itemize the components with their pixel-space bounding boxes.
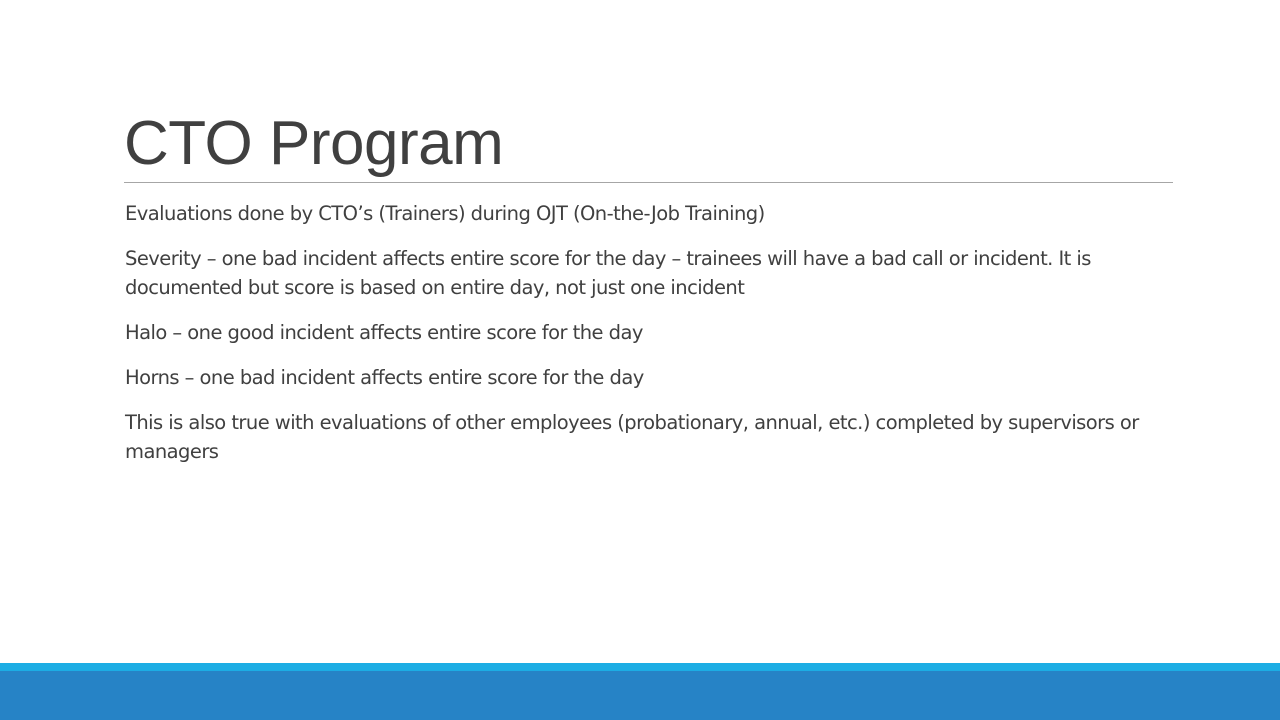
title-divider — [124, 182, 1173, 183]
footer-accent-stripe — [0, 663, 1280, 671]
footer-bar — [0, 671, 1280, 720]
paragraph-other-evaluations: This is also true with evaluations of other employees (probationary, annual, etc.) completed by supervisors or managers — [125, 411, 1139, 463]
paragraph-severity: Severity – one bad incident affects entire score for the day – trainees will have a bad call or incident. It is documented but score is based on entire day, not just one incident — [125, 247, 1091, 299]
paragraph-evaluations: Evaluations done by CTO’s (Trainers) during OJT (On-the-Job Training) — [125, 202, 765, 225]
paragraph-horns: Horns – one bad incident affects entire score for the day — [125, 366, 644, 389]
paragraph-halo: Halo – one good incident affects entire score for the day — [125, 321, 643, 344]
slide-body — [125, 199, 1155, 482]
slide-title: CTO Program — [124, 109, 504, 178]
